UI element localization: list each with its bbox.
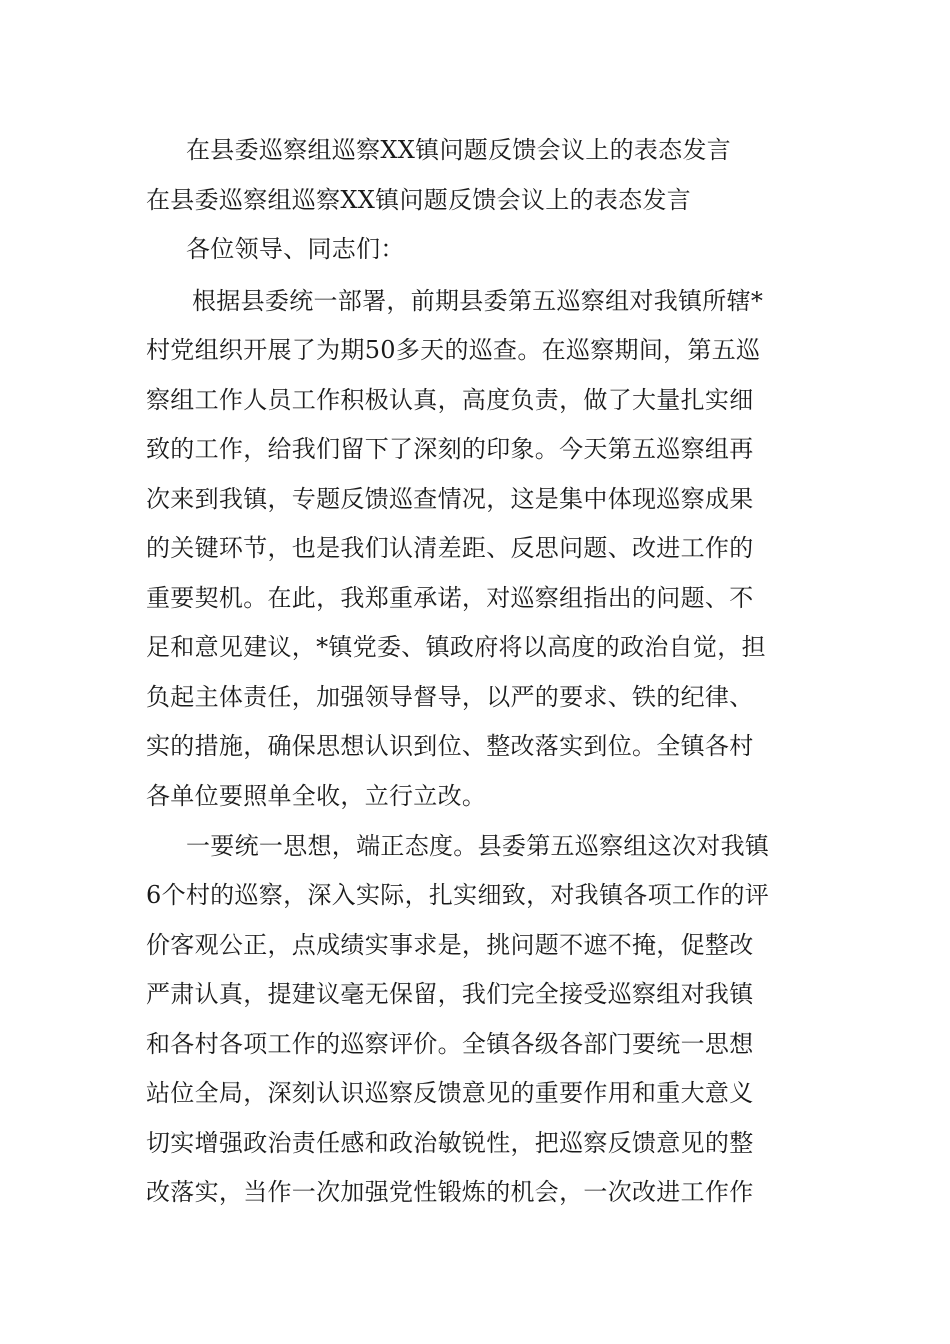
text-line: 察组工作人员工作积极认真，高度负责，做了大量扎实细	[146, 386, 754, 414]
text-line: 致的工作，给我们留下了深刻的印象。今天第五巡察组再	[146, 435, 754, 463]
text-line: 根据县委统一部署，前期县委第五巡察组对我镇所辖*	[192, 287, 764, 315]
text-line: 实的措施，确保思想认识到位、整改落实到位。全镇各村	[146, 732, 754, 760]
text-line: 重要契机。在此，我郑重承诺，对巡察组指出的问题、不	[146, 584, 754, 612]
text-line: 切实增强政治责任感和政治敏锐性，把巡察反馈意见的整	[146, 1129, 754, 1157]
text-line: 价客观公正，点成绩实事求是，挑问题不遮不掩，促整改	[146, 931, 754, 959]
text-line: 改落实，当作一次加强党性锻炼的机会，一次改进工作作	[146, 1178, 754, 1206]
text-line: 6个村的巡察，深入实际，扎实细致，对我镇各项工作的评	[146, 881, 770, 909]
text-line: 和各村各项工作的巡察评价。全镇各级各部门要统一思想	[146, 1030, 754, 1058]
text-line: 村党组织开展了为期50多天的巡查。在巡察期间，第五巡	[146, 336, 761, 364]
salutation: 各位领导、同志们：	[186, 235, 405, 263]
text-line: 一要统一思想，端正态度。县委第五巡察组这次对我镇	[186, 832, 770, 860]
text-line: 的关键环节，也是我们认清差距、反思问题、改进工作的	[146, 534, 754, 562]
document-heading: 在县委巡察组巡察XX镇问题反馈会议上的表态发言	[186, 136, 732, 164]
text-line: 站位全局，深刻认识巡察反馈意见的重要作用和重大意义	[146, 1079, 754, 1107]
text-line: 各单位要照单全收，立行立改。	[146, 782, 487, 810]
text-line: 负起主体责任，加强领导督导，以严的要求、铁的纪律、	[146, 683, 754, 711]
text-line: 足和意见建议，*镇党委、镇政府将以高度的政治自觉，担	[146, 633, 766, 661]
text-line: 次来到我镇，专题反馈巡查情况，这是集中体现巡察成果	[146, 485, 754, 513]
text-line: 严肃认真，提建议毫无保留，我们完全接受巡察组对我镇	[146, 980, 754, 1008]
document-subheading: 在县委巡察组巡察XX镇问题反馈会议上的表态发言	[146, 186, 692, 214]
